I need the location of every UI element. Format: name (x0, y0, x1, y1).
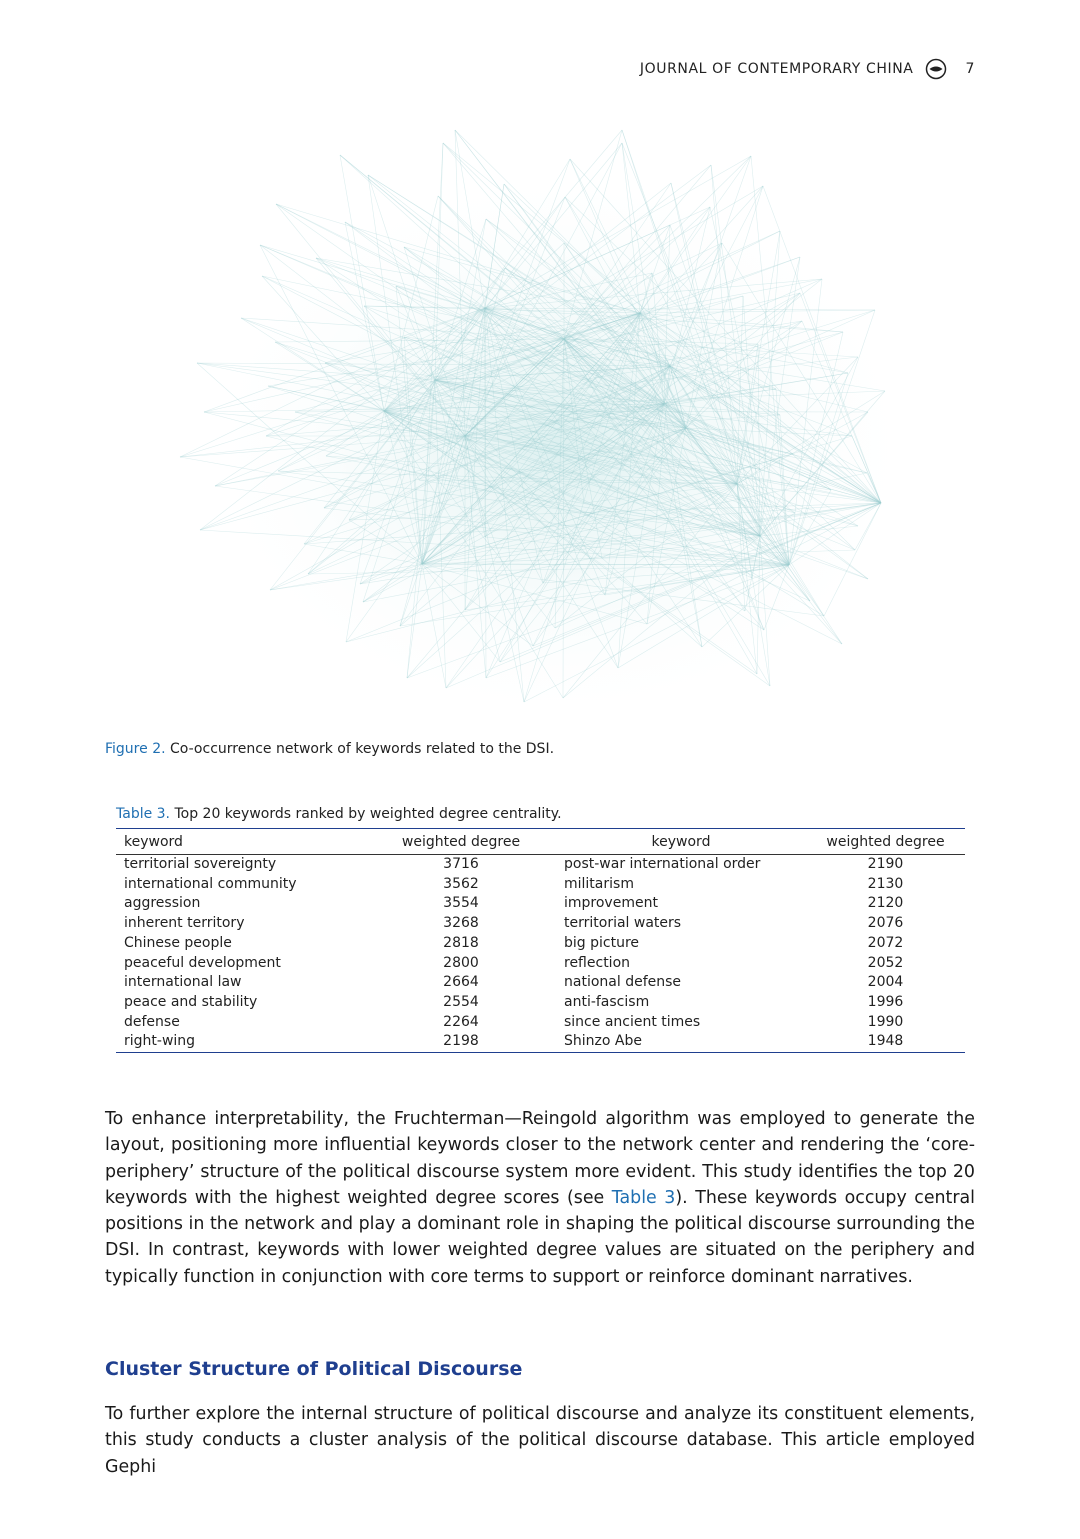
cell-keyword-2: territorial waters (564, 915, 682, 932)
table-row (116, 875, 965, 895)
table-caption-text: Top 20 keywords ranked by weighted degree centrality. (174, 806, 562, 822)
cell-keyword-1: international community (124, 875, 297, 892)
cell-degree-1: 2664 (443, 974, 479, 991)
table-row (116, 973, 965, 993)
cell-degree-2: 1996 (867, 993, 904, 1010)
table-label: Table 3. (116, 806, 171, 822)
cell-degree-2: 1990 (867, 1013, 904, 1030)
cell-degree-2: 2130 (867, 875, 904, 892)
cell-keyword-2: improvement (564, 895, 658, 912)
table-header-row (116, 829, 965, 855)
table-row (116, 894, 965, 914)
journal-title: JOURNAL OF CONTEMPORARY CHINA (639, 61, 914, 77)
header-keyword-2: keyword (651, 834, 711, 850)
paragraph-text: To enhance interpretability, the Fruchterman—Reingold algorithm was employed to generate the layout, positioning more influential keywords closer to the network center and rendering the ‘core-periphery’ structure of the political discourse system more evident. This study identifies the top 20 keywords with the highest weighted degree scores (see (105, 1109, 975, 1208)
cell-degree-2: 2052 (867, 954, 904, 971)
table-row (116, 914, 965, 934)
figure-label: Figure 2. (105, 741, 166, 757)
table-row (116, 954, 965, 974)
section-title: Cluster Structure of Political Discourse (105, 1358, 523, 1380)
cell-keyword-2: anti-fascism (564, 993, 650, 1010)
table-row (116, 1013, 965, 1033)
cell-keyword-2: reflection (564, 954, 631, 971)
cell-degree-1: 3554 (443, 895, 479, 912)
cell-keyword-1: territorial sovereignty (124, 856, 277, 872)
page-number: 7 (965, 61, 975, 77)
table-row (116, 934, 965, 954)
cell-degree-2: 2072 (867, 934, 904, 951)
cell-degree-1: 2818 (443, 934, 479, 951)
cell-degree-1: 2554 (443, 993, 479, 1010)
table-row (116, 993, 965, 1013)
cell-degree-1: 2800 (443, 954, 479, 971)
header-weighted-degree-2: weighted degree (826, 834, 945, 850)
cell-degree-1: 3562 (443, 875, 479, 892)
cell-keyword-1: aggression (124, 895, 201, 912)
table-3-link[interactable]: Table 3 (611, 1187, 676, 1208)
cell-degree-2: 2190 (867, 856, 904, 872)
cell-keyword-2: Shinzo Abe (564, 1033, 642, 1050)
paragraph-layout (105, 1106, 975, 1290)
cell-keyword-1: inherent territory (124, 915, 245, 932)
cell-keyword-2: post-war international order (564, 856, 761, 872)
cell-keyword-1: defense (124, 1013, 180, 1030)
table-row (116, 1032, 965, 1052)
cell-degree-1: 2198 (443, 1033, 479, 1050)
figure-caption-text: Co-occurrence network of keywords related to the DSI. (170, 741, 555, 757)
cell-keyword-1: Chinese people (124, 934, 232, 951)
cell-keyword-2: big picture (564, 934, 640, 951)
cell-degree-1: 3268 (443, 915, 479, 932)
cell-keyword-1: peaceful development (124, 954, 281, 971)
keyword-table (116, 828, 965, 1053)
paragraph-text-cont: ). These keywords occupy central positions in the network and play a dominant role in shaping the political discourse surrounding the DSI. In contrast, keywords with lower weighted degree values are situated on the periphery and typically function in conjunction with core terms to support or reinforce dominant narratives. (105, 1187, 976, 1287)
figure-caption (105, 741, 554, 757)
network-graph (140, 116, 940, 722)
paragraph-cluster: To further explore the internal structure of political discourse and analyze its constituent elements, this study conducts a cluster analysis of the political discourse database. This article employed Gephi (105, 1404, 975, 1477)
cell-keyword-2: since ancient times (564, 1013, 701, 1030)
table-caption (116, 806, 562, 822)
cell-degree-1: 2264 (443, 1013, 479, 1030)
table-body (116, 855, 965, 1053)
table-row (116, 855, 965, 875)
header-weighted-degree-1: weighted degree (401, 834, 521, 850)
cell-degree-2: 1948 (867, 1033, 904, 1050)
cell-degree-2: 2076 (867, 915, 904, 932)
header-keyword-1: keyword (124, 834, 183, 850)
cell-keyword-2: militarism (564, 875, 634, 892)
running-head (640, 58, 975, 80)
network-figure (140, 116, 940, 722)
cell-degree-1: 3716 (443, 856, 479, 872)
cell-degree-2: 2120 (867, 895, 904, 912)
cell-degree-2: 2004 (867, 974, 904, 991)
cell-keyword-1: peace and stability (124, 993, 258, 1010)
cell-keyword-1: right-wing (124, 1033, 196, 1050)
journal-logo-icon (925, 58, 947, 80)
cell-keyword-1: international law (124, 974, 242, 991)
cell-keyword-2: national defense (564, 974, 682, 991)
